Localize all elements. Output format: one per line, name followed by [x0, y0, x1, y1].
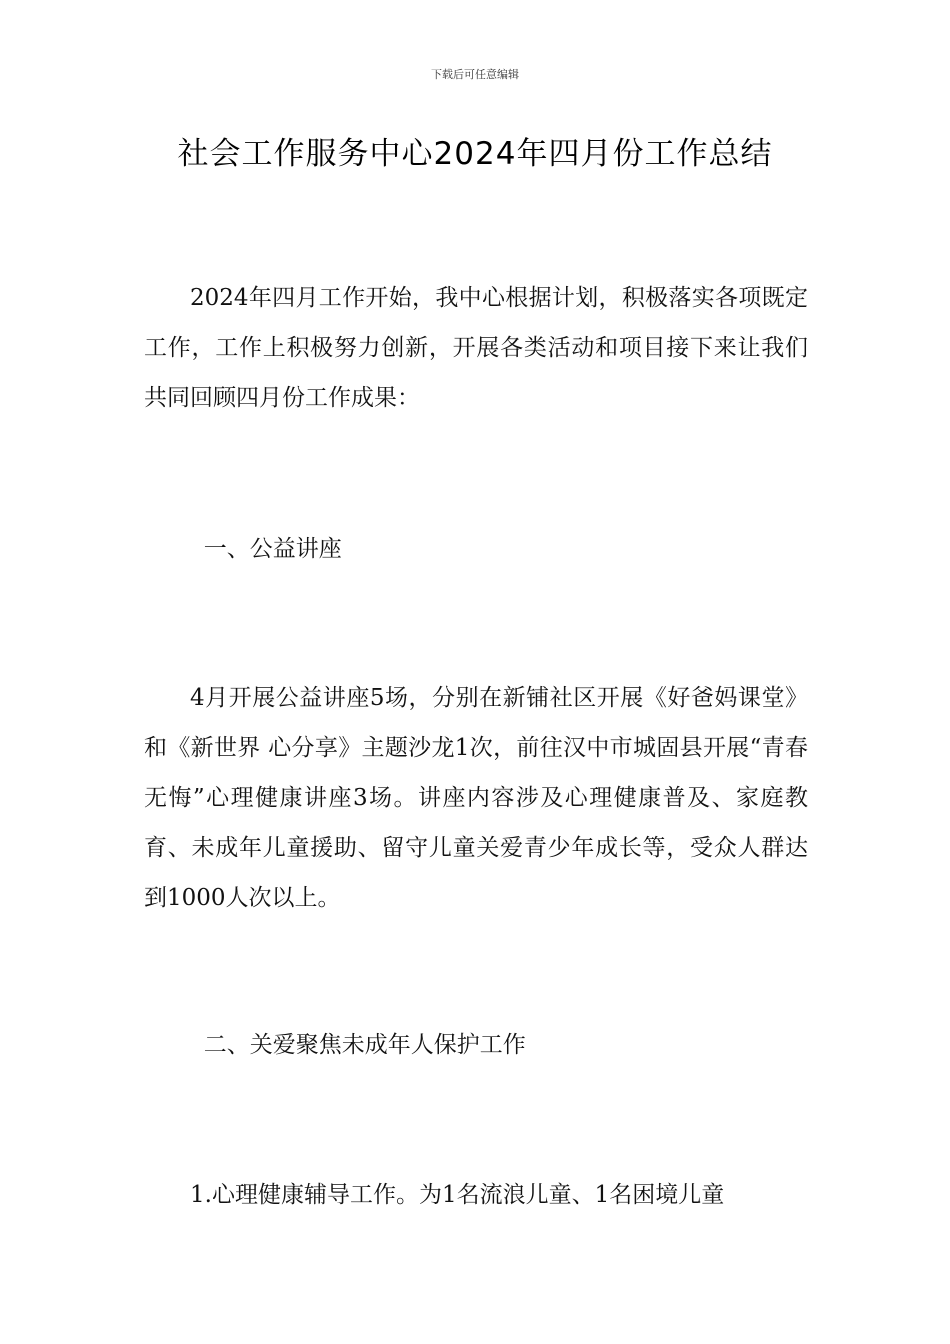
section-2-heading: 二、关爱聚焦未成年人保护工作	[203, 1032, 526, 1058]
section-1-heading: 一、公益讲座	[203, 536, 342, 562]
section-1-body: 4月开展公益讲座5场，分别在新铺社区开展《好爸妈课堂》和《新世界 心分享》主题沙龙1次，前往汉中市城固县开展“青春无悔”心理健康讲座3场。讲座内容涉及心理健康普及、家庭教育、未成年儿童援助、留守儿童关爱青少年成长等，受众人群达到1000人次以上。	[144, 685, 808, 911]
document-title: 社会工作服务中心2024年四月份工作总结	[177, 136, 773, 172]
intro-paragraph: 2024年四月工作开始，我中心根据计划，积极落实各项既定工作，工作上积极努力创新，开展各类活动和项目接下来让我们共同回顾四月份工作成果：	[144, 285, 808, 411]
header-note: 下载后可任意编辑	[431, 68, 519, 81]
section-2-item-1: 1.心理健康辅导工作。为1名流浪儿童、1名困境儿童	[190, 1182, 725, 1208]
